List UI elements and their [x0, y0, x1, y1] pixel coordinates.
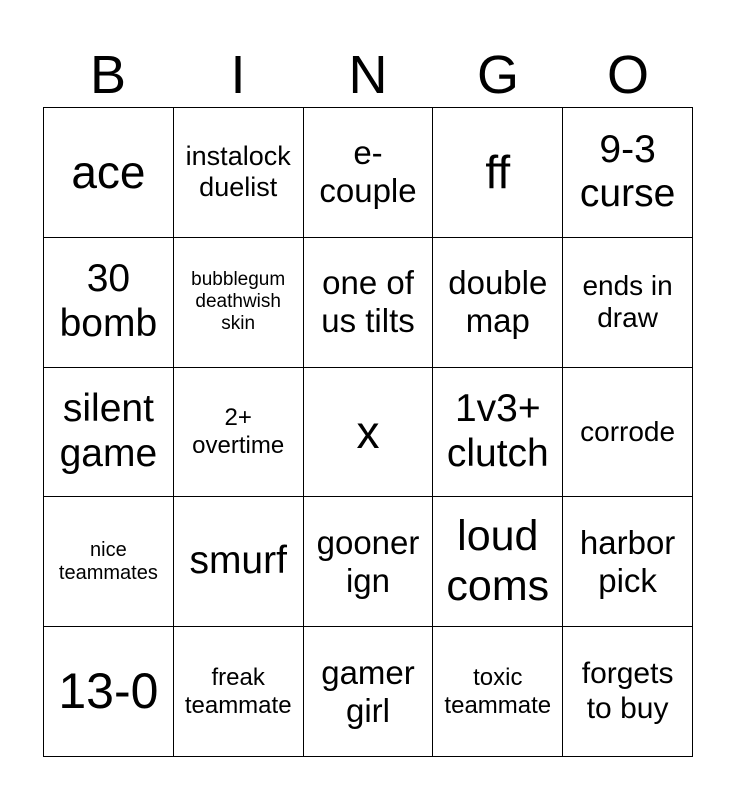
header-letter-i: I [230, 45, 246, 105]
bingo-board [43, 107, 693, 757]
cell-text: nice teammates [58, 538, 158, 584]
header-letter-o: O [606, 45, 649, 105]
bingo-cell-0-0[interactable] [44, 108, 174, 238]
bingo-cell-0-4[interactable] [563, 108, 693, 238]
cell-text: ace [71, 145, 146, 198]
bingo-cell-1-4[interactable] [563, 238, 693, 368]
bingo-cell-3-2[interactable] [304, 497, 434, 627]
cell-text: harbor pick [579, 523, 676, 599]
bingo-cell-2-2[interactable] [304, 368, 434, 498]
cell-text: silent game [59, 387, 158, 475]
bingo-cell-0-3[interactable] [433, 108, 563, 238]
cell-text: freak teammate [184, 664, 292, 719]
bingo-cell-4-4[interactable] [563, 627, 693, 757]
bingo-cell-3-3[interactable] [433, 497, 563, 627]
cell-text: toxic teammate [444, 664, 552, 719]
cell-text: smurf [189, 539, 287, 583]
header-letter-n: N [348, 45, 388, 105]
header-letter-g: G [476, 45, 519, 105]
cell-text: double map [448, 264, 548, 340]
bingo-cell-4-2[interactable] [304, 627, 434, 757]
cell-text: forgets to buy [581, 657, 674, 725]
cell-text: bubblegum deathwish skin [191, 269, 286, 335]
bingo-cell-2-0[interactable] [44, 368, 174, 498]
bingo-cell-4-0[interactable] [44, 627, 174, 757]
cell-text: e-couple [319, 134, 417, 210]
bingo-cell-3-1[interactable] [174, 497, 304, 627]
header-letter-b: B [89, 45, 127, 105]
cell-text: instalock duelist [185, 141, 291, 203]
cell-text: 30 bomb [59, 257, 158, 346]
bingo-cell-3-4[interactable] [563, 497, 693, 627]
bingo-cell-0-1[interactable] [174, 108, 304, 238]
cell-text: loud coms [446, 512, 550, 610]
cell-text: 1v3+ clutch [446, 387, 549, 475]
bingo-cell-1-0[interactable] [44, 238, 174, 368]
bingo-cell-2-4[interactable] [563, 368, 693, 498]
cell-text: x [356, 405, 380, 458]
cell-text: corrode [580, 415, 676, 447]
bingo-cell-1-1[interactable] [174, 238, 304, 368]
bingo-cell-2-1[interactable] [174, 368, 304, 498]
cell-text: 13-0 [58, 662, 159, 719]
bingo-cell-1-3[interactable] [433, 238, 563, 368]
bingo-cell-0-2[interactable] [304, 108, 434, 238]
cell-text: gooner ign [316, 523, 420, 599]
bingo-header [43, 42, 693, 108]
bingo-cell-4-3[interactable] [433, 627, 563, 757]
cell-text: one of us tilts [321, 264, 415, 340]
bingo-cell-4-1[interactable] [174, 627, 304, 757]
bingo-cell-3-0[interactable] [44, 497, 174, 627]
bingo-cell-1-2[interactable] [304, 238, 434, 368]
bingo-cell-2-3[interactable] [433, 368, 563, 498]
cell-text: 9-3 curse [579, 127, 676, 216]
cell-text: gamer girl [321, 653, 415, 729]
cell-text: ff [485, 145, 511, 198]
cell-text: 2+ overtime [192, 404, 285, 459]
cell-text: ends in draw [582, 270, 673, 334]
